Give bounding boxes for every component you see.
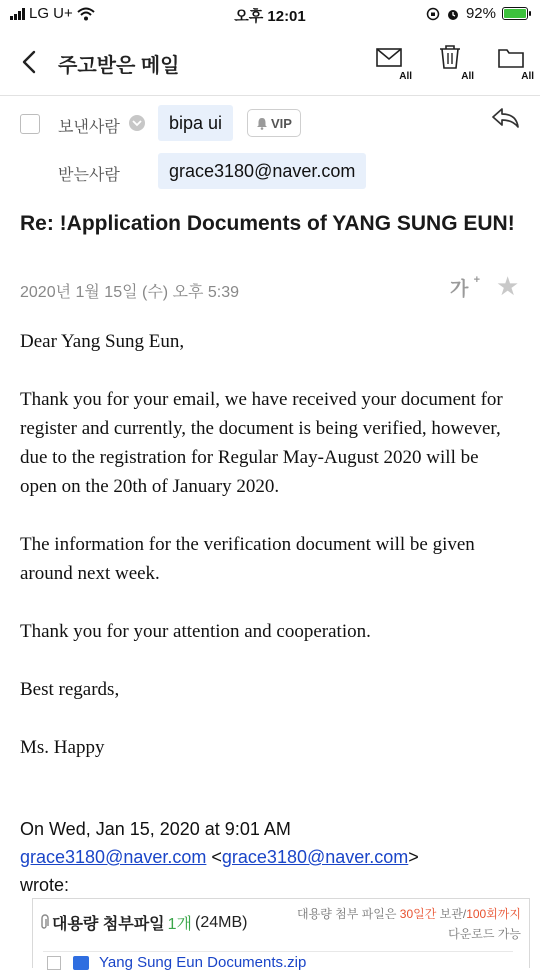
- quote-email-link[interactable]: grace3180@naver.com: [20, 847, 207, 867]
- quote-address-line: grace3180@naver.com <grace3180@naver.com>: [20, 847, 419, 867]
- note-times: 100회까지: [466, 907, 521, 921]
- select-mail-checkbox[interactable]: [20, 114, 40, 134]
- status-bar: [0, 0, 540, 30]
- attachment-title-text: 대용량 첨부파일: [52, 916, 165, 933]
- body-paragraph: Ms. Happy: [20, 737, 105, 758]
- mail-icon: [376, 48, 402, 68]
- all-badge: All: [461, 71, 474, 82]
- reply-icon: [490, 106, 520, 130]
- recipient-label: 받는사람: [58, 167, 120, 184]
- font-size-button[interactable]: [450, 274, 482, 302]
- battery-icon: [502, 7, 528, 20]
- carrier-name: LG U+: [29, 5, 73, 22]
- orientation-lock-icon: [426, 7, 440, 21]
- attachment-title: [39, 911, 247, 934]
- mark-all-read-button[interactable]: [376, 44, 410, 82]
- all-badge: All: [521, 71, 534, 82]
- vip-button[interactable]: [247, 109, 301, 137]
- sender-label: 보낸사람: [58, 119, 120, 136]
- sender-chip[interactable]: bipa ui: [158, 105, 233, 141]
- star-icon[interactable]: ★: [496, 271, 520, 301]
- bell-icon: [256, 117, 268, 130]
- page-title: 주고받은 메일: [58, 55, 180, 77]
- chevron-down-icon: [132, 120, 142, 127]
- font-size-label: 가: [450, 279, 469, 300]
- reply-button[interactable]: [490, 106, 522, 134]
- mail-subject: Re: !Application Documents of YANG SUNG EUN!: [20, 212, 515, 235]
- mail-body: [20, 327, 520, 791]
- alarm-icon: [446, 7, 460, 21]
- quote-suffix: wrote:: [20, 875, 70, 895]
- body-paragraph: The information for the verification document will be given around next week.: [20, 534, 475, 584]
- quoted-header: [20, 815, 520, 899]
- body-paragraph: Thank you for your attention and cooperation.: [20, 621, 371, 642]
- trash-icon: [438, 44, 462, 70]
- body-paragraph: Dear Yang Sung Eun,: [20, 331, 185, 352]
- file-icon: [73, 956, 89, 970]
- recipient-chip[interactable]: grace3180@naver.com: [158, 153, 366, 189]
- move-all-button[interactable]: [498, 44, 532, 82]
- chevron-left-icon: [22, 50, 36, 74]
- attachment-note: [297, 904, 521, 944]
- all-badge: All: [399, 71, 412, 82]
- note-prefix: 대용량 첨부 파일은: [297, 907, 400, 921]
- quote-email-bracketed-link[interactable]: grace3180@naver.com: [221, 847, 409, 867]
- plus-icon: +: [473, 274, 480, 286]
- app-header: [0, 30, 540, 96]
- battery-percent: 92%: [465, 5, 496, 22]
- paperclip-icon: [39, 915, 49, 931]
- attachment-file-row[interactable]: [43, 951, 513, 971]
- attachment-file-name[interactable]: Yang Sung Eun Documents.zip: [99, 954, 307, 971]
- attachment-size: (24MB): [195, 913, 248, 931]
- vip-label: VIP: [271, 115, 292, 131]
- battery-fill: [504, 9, 526, 18]
- note-mid: 보관/: [436, 907, 467, 921]
- file-checkbox[interactable]: [47, 956, 61, 970]
- attachment-box: [32, 898, 530, 971]
- folder-icon: [498, 47, 524, 69]
- note-suffix: 다운로드 가능: [448, 927, 521, 941]
- attachment-note-line: [297, 904, 521, 924]
- delete-all-button[interactable]: [438, 44, 472, 82]
- back-button[interactable]: [12, 44, 46, 80]
- body-paragraph: Best regards,: [20, 679, 120, 700]
- expand-recipients-toggle[interactable]: [129, 115, 145, 131]
- note-days: 30일간: [399, 907, 437, 921]
- attachment-count: 1개: [167, 916, 192, 933]
- status-right: [426, 5, 528, 22]
- clock: 오후 12:01: [234, 8, 306, 25]
- quote-prefix: On Wed, Jan 15, 2020 at 9:01 AM: [20, 819, 291, 839]
- body-paragraph: Thank you for your email, we have received your document for register and currently, the document is being verified, however, due to the registration for Regular May-August 2020 will be open on the 20th of January 2020.: [20, 389, 503, 497]
- mail-date: 2020년 1월 15일 (수) 오후 5:39: [20, 284, 240, 301]
